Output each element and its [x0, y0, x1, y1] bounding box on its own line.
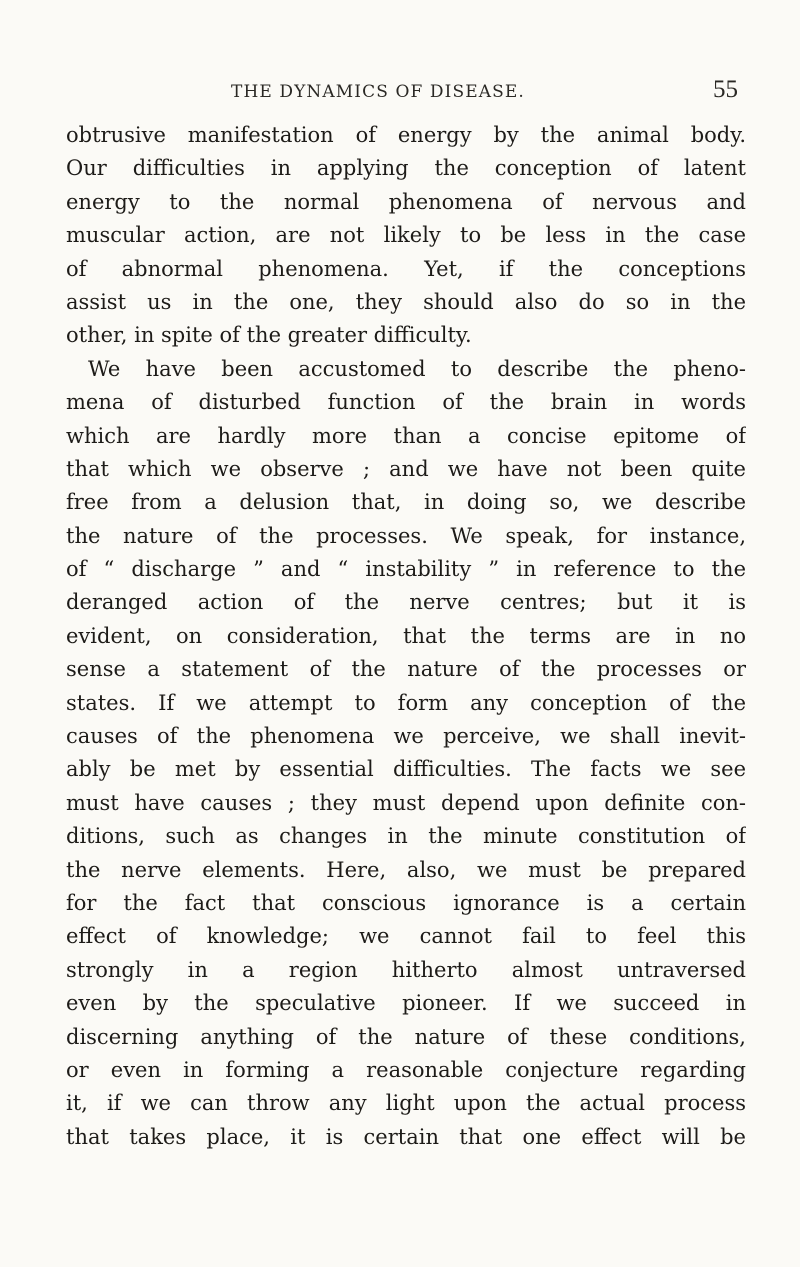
- running-title: THE DYNAMICS OF DISEASE.: [231, 82, 525, 102]
- text-line: We have been accustomed to describe the pheno-: [88, 356, 746, 381]
- text-line: ably be met by essential difficulties. The facts we see: [66, 757, 746, 782]
- text-line: mena of disturbed function of the brain in words: [66, 390, 746, 415]
- text-line: muscular action, are not likely to be less in the case: [66, 223, 746, 248]
- text-line: assist us in the one, they should also do so in the: [66, 289, 746, 314]
- running-head: [66, 76, 744, 108]
- text-line: or even in forming a reasonable conjecture regarding: [66, 1057, 746, 1082]
- text-line: of “ discharge ” and “ instability ” in reference to the: [66, 557, 746, 582]
- page-number: 55: [713, 76, 738, 103]
- text-line: even by the speculative pioneer. If we succeed in: [66, 991, 746, 1016]
- text-line: energy to the normal phenomena of nervous and: [66, 189, 746, 214]
- text-line: Our difficulties in applying the conception of latent: [66, 156, 746, 181]
- text-line: sense a statement of the nature of the processes or: [66, 657, 746, 682]
- body-text: [66, 119, 746, 1154]
- text-line: free from a delusion that, in doing so, we describe: [66, 490, 746, 515]
- text-line: the nature of the processes. We speak, for instance,: [66, 523, 746, 548]
- text-line: effect of knowledge; we cannot fail to feel this: [66, 924, 746, 949]
- text-line: for the fact that conscious ignorance is a certain: [66, 890, 746, 915]
- text-line: evident, on consideration, that the terms are in no: [66, 623, 746, 648]
- text-line: states. If we attempt to form any conception of the: [66, 690, 746, 715]
- text-line: which are hardly more than a concise epitome of: [66, 423, 746, 448]
- text-line: discerning anything of the nature of these conditions,: [66, 1024, 746, 1049]
- text-line: ditions, such as changes in the minute constitution of: [66, 824, 746, 849]
- text-line: the nerve elements. Here, also, we must be prepared: [66, 857, 746, 882]
- text-line: must have causes ; they must depend upon definite con-: [66, 790, 746, 815]
- text-line: other, in spite of the greater difficulty.: [66, 323, 472, 348]
- text-line: that which we observe ; and we have not been quite: [66, 456, 746, 481]
- text-line: strongly in a region hitherto almost untraversed: [66, 957, 746, 982]
- text-line: it, if we can throw any light upon the actual process: [66, 1091, 746, 1116]
- text-line: that takes place, it is certain that one effect will be: [66, 1124, 746, 1149]
- text-line: obtrusive manifestation of energy by the animal body.: [66, 123, 746, 147]
- text-line: causes of the phenomena we perceive, we shall inevit-: [66, 724, 746, 749]
- text-line: of abnormal phenomena. Yet, if the conceptions: [66, 256, 746, 281]
- text-line: deranged action of the nerve centres; but it is: [66, 590, 746, 615]
